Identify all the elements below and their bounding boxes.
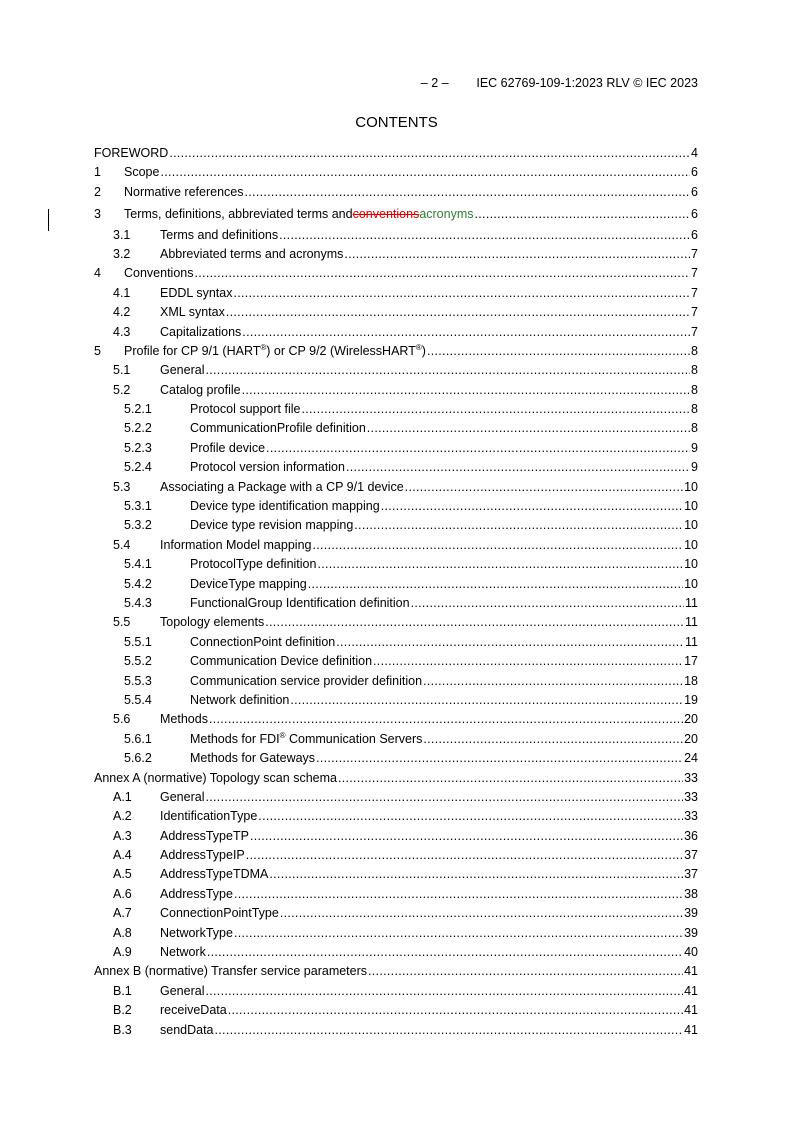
toc-entry-title: Protocol version information <box>190 460 345 475</box>
toc-entry-page: 18 <box>684 673 698 688</box>
toc-entry-title: NetworkType <box>160 925 233 940</box>
dot-leader <box>405 478 683 497</box>
toc-entry-number: 5.3 <box>113 479 131 494</box>
toc-entry-title: Profile device <box>190 440 266 455</box>
toc-entry-page: 10 <box>684 537 698 552</box>
dot-leader <box>245 183 691 202</box>
toc-entry-number: 4.3 <box>113 324 131 339</box>
toc-entry-page: 19 <box>684 692 698 707</box>
toc-entry-page: 17 <box>684 654 698 669</box>
dot-leader <box>205 982 683 1001</box>
page-title: CONTENTS <box>355 114 438 131</box>
toc-entry-title: XML syntax <box>160 305 225 320</box>
toc-entry-title: Methods for Gateways <box>190 751 316 766</box>
dot-leader <box>226 303 690 322</box>
toc-entry-page: 10 <box>684 518 698 533</box>
toc-entry-page: 9 <box>691 440 698 455</box>
toc-entry-title: DeviceType mapping <box>190 576 307 591</box>
dot-leader <box>269 865 683 884</box>
toc-entry-page: 41 <box>684 964 698 979</box>
toc-entry-title: Normative references <box>124 184 244 199</box>
toc-entry[interactable] <box>94 245 698 264</box>
toc-entry-number: 5.3.2 <box>124 518 152 533</box>
toc-entry[interactable] <box>94 730 698 749</box>
dot-leader <box>290 691 683 710</box>
dot-leader <box>234 924 683 943</box>
toc-entry[interactable] <box>94 458 698 477</box>
toc-entry-number: 3 <box>94 207 101 222</box>
toc-entry[interactable] <box>94 303 698 322</box>
dot-leader <box>169 144 690 163</box>
toc-entry-number: A.4 <box>113 848 132 863</box>
toc-entry-number: 5.5.1 <box>124 634 152 649</box>
toc-entry-page: 7 <box>691 324 698 339</box>
dot-leader <box>215 1021 684 1040</box>
dot-leader <box>317 555 683 574</box>
toc-entry-title: Associating a Package with a CP 9/1 device <box>160 479 404 494</box>
dot-leader <box>242 323 690 342</box>
toc-entry[interactable] <box>94 613 698 632</box>
toc-entry-page: 37 <box>684 867 698 882</box>
toc-entry-page: 6 <box>691 207 698 222</box>
toc-entry-page: 8 <box>691 363 698 378</box>
dot-leader <box>266 439 690 458</box>
toc-entry-number: B.1 <box>113 983 132 998</box>
dot-leader <box>423 730 683 749</box>
toc-entry[interactable] <box>94 478 698 497</box>
toc-entry-title: Communication Device definition <box>190 654 373 669</box>
toc-entry-number: 5.6.1 <box>124 731 152 746</box>
toc-entry-title: Conventions <box>124 266 194 281</box>
dot-leader <box>475 205 691 224</box>
dot-leader <box>336 633 684 652</box>
toc-entry-title: FunctionalGroup Identification definition <box>190 595 410 610</box>
dot-leader <box>242 381 690 400</box>
toc-entry-title: receiveData <box>160 1003 227 1018</box>
toc-entry-title: Annex B (normative) Transfer service parameters <box>94 964 368 979</box>
toc-entry-page: 33 <box>684 809 698 824</box>
toc-entry-number: 5.2.4 <box>124 460 152 475</box>
toc-entry-page: 39 <box>684 906 698 921</box>
toc-entry[interactable] <box>94 439 698 458</box>
toc-entry[interactable] <box>94 924 698 943</box>
toc-entry[interactable] <box>94 183 698 202</box>
toc-entry-page: 11 <box>685 615 698 630</box>
toc-entry-page: 20 <box>684 731 698 746</box>
toc-entry-title: Network definition <box>190 692 290 707</box>
toc-entry-title: Device type identification mapping <box>190 499 380 514</box>
toc-entry-title: Terms, definitions, abbreviated terms and <box>124 207 353 222</box>
page-number: – 2 – <box>420 76 449 90</box>
toc-entry-page: 8 <box>691 382 698 397</box>
toc-entry-number: 5.4.2 <box>124 576 152 591</box>
dot-leader <box>265 613 684 632</box>
toc-entry-title: Protocol support file <box>190 402 301 417</box>
toc-entry-title: AddressTypeIP <box>160 848 245 863</box>
toc-entry-title: General <box>160 789 205 804</box>
toc-entry[interactable] <box>94 672 698 691</box>
toc-entry[interactable] <box>94 400 698 419</box>
toc-entry-number: 5.3.1 <box>124 499 152 514</box>
toc-entry-number: B.2 <box>113 1003 132 1018</box>
toc-entry-page: 7 <box>691 266 698 281</box>
toc-entry-title: Communication service provider definition <box>190 673 423 688</box>
revision-change-bar <box>48 209 49 231</box>
toc-entry-number: 4.2 <box>113 305 131 320</box>
toc-entry-number: 5.2.3 <box>124 440 152 455</box>
toc-entry-number: 5.5.2 <box>124 654 152 669</box>
toc-entry-title: ConnectionPoint definition <box>190 634 336 649</box>
toc-entry-page: 20 <box>684 712 698 727</box>
toc-entry-number: 5.6.2 <box>124 751 152 766</box>
toc-entry[interactable] <box>94 497 698 516</box>
dot-leader <box>233 284 690 303</box>
toc-entry-title: Methods for FDI® Communication Servers <box>190 730 423 746</box>
toc-entry-number: 4 <box>94 266 101 281</box>
toc-entry-page: 11 <box>685 595 698 610</box>
toc-entry-title: Terms and definitions <box>160 227 279 242</box>
toc-entry[interactable] <box>94 323 698 342</box>
dot-leader <box>367 419 690 438</box>
toc-entry-number: A.2 <box>113 809 132 824</box>
toc-entry-title: General <box>160 363 205 378</box>
toc-entry-number: 2 <box>94 184 101 199</box>
toc-entry-title: Abbreviated terms and acronyms <box>160 246 344 261</box>
toc-entry-number: 4.1 <box>113 285 131 300</box>
dot-leader <box>368 962 683 981</box>
toc-entry-page: 24 <box>684 751 698 766</box>
dot-leader <box>228 1001 683 1020</box>
toc-entry[interactable] <box>94 264 698 283</box>
toc-entry-page: 9 <box>691 460 698 475</box>
toc-entry-page: 40 <box>684 945 698 960</box>
toc-entry-number: 5.4.1 <box>124 557 152 572</box>
toc-entry-number: 5 <box>94 343 101 358</box>
dot-leader <box>301 400 690 419</box>
dot-leader <box>346 458 690 477</box>
toc-entry[interactable] <box>94 633 698 652</box>
toc-entry-page: 41 <box>684 983 698 998</box>
dot-leader <box>427 342 690 361</box>
toc-entry-title: Information Model mapping <box>160 537 312 552</box>
dot-leader <box>308 575 683 594</box>
toc-entry[interactable] <box>94 163 698 182</box>
toc-entry[interactable] <box>94 769 698 788</box>
toc-entry-title: CommunicationProfile definition <box>190 421 366 436</box>
toc-entry-page: 8 <box>691 343 698 358</box>
dot-leader <box>312 536 683 555</box>
toc-entry-number: 5.1 <box>113 363 131 378</box>
dot-leader <box>381 497 683 516</box>
table-of-contents <box>94 144 698 1040</box>
toc-entry[interactable] <box>94 652 698 671</box>
dot-leader <box>160 163 690 182</box>
toc-entry-number: 5.4 <box>113 537 131 552</box>
toc-entry[interactable] <box>94 555 698 574</box>
toc-entry-number: 3.2 <box>113 246 131 261</box>
dot-leader <box>258 807 683 826</box>
inserted-text: acronyms <box>419 207 474 222</box>
running-header <box>421 76 698 90</box>
toc-entry[interactable] <box>94 710 698 729</box>
toc-entry-number: A.5 <box>113 867 132 882</box>
toc-entry-page: 37 <box>684 848 698 863</box>
toc-entry-title: FOREWORD <box>94 146 169 160</box>
toc-entry[interactable] <box>94 226 698 245</box>
dot-leader <box>205 361 690 380</box>
toc-entry[interactable] <box>94 827 698 846</box>
toc-entry-number: 5.5.3 <box>124 673 152 688</box>
toc-entry-page: 7 <box>691 246 698 261</box>
toc-entry[interactable] <box>94 342 698 361</box>
toc-entry-number: 5.2 <box>113 382 131 397</box>
dot-leader <box>209 710 683 729</box>
toc-entry[interactable] <box>94 361 698 380</box>
toc-entry-page: 39 <box>684 925 698 940</box>
toc-entry[interactable] <box>94 982 698 1001</box>
toc-entry-title: AddressTypeTP <box>160 828 249 843</box>
dot-leader <box>373 652 683 671</box>
toc-entry-title: Annex A (normative) Topology scan schema <box>94 770 337 785</box>
toc-entry-number: A.6 <box>113 886 132 901</box>
toc-entry-number: A.9 <box>113 945 132 960</box>
toc-entry-number: B.3 <box>113 1022 132 1037</box>
toc-entry[interactable] <box>94 575 698 594</box>
toc-entry-number: A.3 <box>113 828 132 843</box>
document-id: IEC 62769-109-1:2023 RLV © IEC 2023 <box>476 76 698 90</box>
toc-entry-number: 5.5 <box>113 615 131 630</box>
toc-entry-title: Scope <box>124 165 160 180</box>
toc-entry-page: 11 <box>685 634 698 649</box>
dot-leader <box>250 827 683 846</box>
toc-entry-number: 3.1 <box>113 227 131 242</box>
dot-leader <box>205 788 683 807</box>
toc-entry[interactable] <box>94 807 698 826</box>
toc-entry-title: Capitalizations <box>160 324 242 339</box>
toc-entry-title: General <box>160 983 205 998</box>
toc-entry-number: 5.5.4 <box>124 692 152 707</box>
toc-entry-title: Methods <box>160 712 208 727</box>
dot-leader <box>280 904 683 923</box>
toc-entry-title: Profile for CP 9/1 (HART®) or CP 9/2 (WirelessHART®) <box>124 342 426 358</box>
dot-leader <box>354 516 683 535</box>
toc-entry-title: Device type revision mapping <box>190 518 354 533</box>
dot-leader <box>246 846 683 865</box>
toc-entry[interactable] <box>94 594 698 613</box>
toc-entry[interactable] <box>94 1021 698 1040</box>
toc-entry[interactable] <box>94 962 698 981</box>
toc-entry[interactable] <box>94 536 698 555</box>
toc-entry-page: 8 <box>691 402 698 417</box>
toc-entry-number: 5.6 <box>113 712 131 727</box>
dot-leader <box>279 226 690 245</box>
toc-entry[interactable] <box>94 865 698 884</box>
toc-entry-page: 8 <box>691 421 698 436</box>
toc-entry-number: 5.4.3 <box>124 595 152 610</box>
toc-entry-page: 38 <box>684 886 698 901</box>
toc-entry-title: Catalog profile <box>160 382 241 397</box>
toc-entry[interactable] <box>94 381 698 400</box>
toc-entry-page: 33 <box>684 789 698 804</box>
dot-leader <box>316 749 683 768</box>
toc-entry[interactable] <box>94 904 698 923</box>
toc-entry-number: A.7 <box>113 906 132 921</box>
toc-entry-title: Topology elements <box>160 615 265 630</box>
dot-leader <box>411 594 684 613</box>
toc-entry-page: 41 <box>684 1022 698 1037</box>
toc-entry[interactable] <box>94 516 698 535</box>
toc-entry-page: 10 <box>684 576 698 591</box>
toc-entry-title: ConnectionPointType <box>160 906 279 921</box>
toc-entry[interactable] <box>94 788 698 807</box>
toc-entry-title: AddressType <box>160 886 233 901</box>
toc-entry-number: A.8 <box>113 925 132 940</box>
toc-entry-page: 10 <box>684 479 698 494</box>
toc-entry[interactable] <box>94 1001 698 1020</box>
toc-entry[interactable] <box>94 885 698 904</box>
dot-leader <box>195 264 691 283</box>
toc-entry[interactable] <box>94 419 698 438</box>
deleted-text: conventions <box>352 207 420 222</box>
toc-entry-number: 1 <box>94 165 101 180</box>
toc-entry-title: sendData <box>160 1022 214 1037</box>
toc-entry-page: 4 <box>691 146 698 160</box>
toc-entry[interactable] <box>94 284 698 303</box>
toc-entry-title: ProtocolType definition <box>190 557 317 572</box>
toc-entry-page: 6 <box>691 165 698 180</box>
toc-entry[interactable] <box>94 749 698 768</box>
toc-entry[interactable] <box>94 943 698 962</box>
toc-entry-title: EDDL syntax <box>160 285 233 300</box>
toc-entry-title: IdentificationType <box>160 809 258 824</box>
toc-entry-page: 7 <box>691 305 698 320</box>
toc-entry[interactable] <box>94 846 698 865</box>
toc-entry-title: Network <box>160 945 206 960</box>
toc-entry-page: 41 <box>684 1003 698 1018</box>
toc-entry-page: 6 <box>691 227 698 242</box>
toc-entry-page: 10 <box>684 499 698 514</box>
toc-entry[interactable] <box>94 205 698 224</box>
toc-entry-page: 36 <box>684 828 698 843</box>
dot-leader <box>423 672 683 691</box>
toc-entry-number: A.1 <box>113 789 132 804</box>
toc-entry-page: 7 <box>691 285 698 300</box>
toc-entry-page: 6 <box>691 184 698 199</box>
toc-entry-number: 5.2.2 <box>124 421 152 436</box>
dot-leader <box>344 245 690 264</box>
toc-entry-page: 33 <box>684 770 698 785</box>
dot-leader <box>207 943 683 962</box>
toc-entry[interactable] <box>94 691 698 710</box>
dot-leader <box>234 885 683 904</box>
dot-leader <box>338 769 683 788</box>
toc-entry[interactable] <box>94 144 698 163</box>
toc-entry-page: 10 <box>684 557 698 572</box>
toc-entry-number: 5.2.1 <box>124 402 152 417</box>
toc-entry-title: AddressTypeTDMA <box>160 867 269 882</box>
